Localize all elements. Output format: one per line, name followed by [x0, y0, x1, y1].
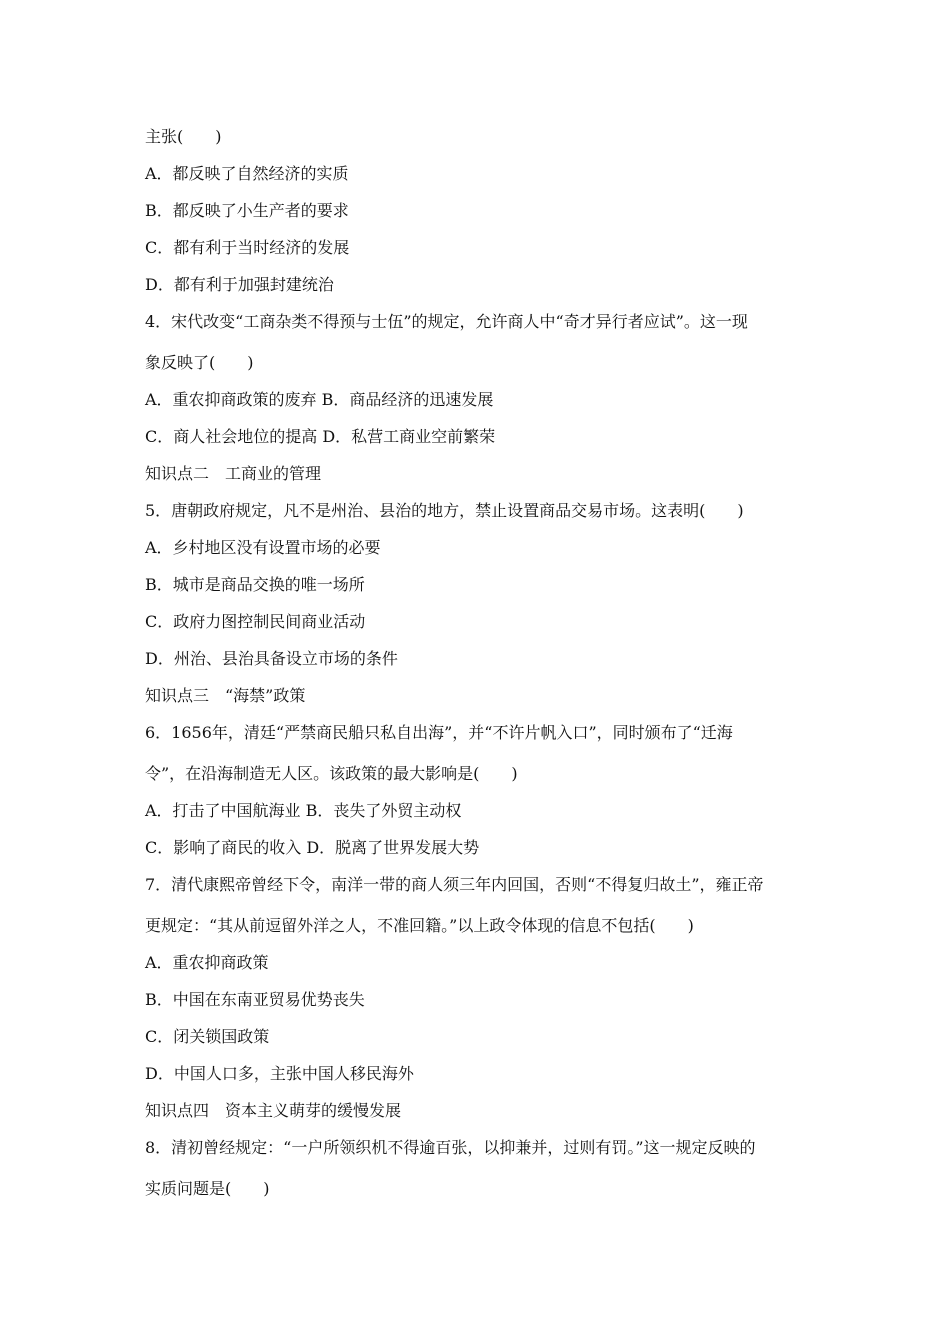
question-4-stem: 4．宋代改变“工商杂类不得预与士伍”的规定，允许商人中“奇才异行者应试”。这一现: [145, 312, 748, 331]
option-ab: A．打击了中国航海业 B．丧失了外贸主动权: [145, 801, 462, 820]
option-a: A．都反映了自然经济的实质: [145, 164, 349, 183]
question-7-stem-cont: 更规定：“其从前逗留外洋之人，不准回籍。”以上政令体现的信息不包括( ): [145, 916, 694, 935]
option-b: B．城市是商品交换的唯一场所: [145, 575, 365, 594]
option-d: D．中国人口多，主张中国人移民海外: [145, 1064, 414, 1083]
option-d: D．州治、县治具备设立市场的条件: [145, 649, 398, 668]
section-heading-4: 知识点四 资本主义萌芽的缓慢发展: [145, 1101, 402, 1120]
option-b: B．都反映了小生产者的要求: [145, 201, 349, 220]
question-6-stem-cont: 令”，在沿海制造无人区。该政策的最大影响是( ): [145, 764, 518, 783]
option-c: C．闭关锁国政策: [145, 1027, 270, 1046]
question-5-stem: 5．唐朝政府规定，凡不是州治、县治的地方，禁止设置商品交易市场。这表明( ): [145, 501, 744, 520]
question-7-stem: 7．清代康熙帝曾经下令，南洋一带的商人须三年内回国，否则“不得复归故土”，雍正帝: [145, 875, 764, 894]
option-a: A．重农抑商政策: [145, 953, 269, 972]
question-3-stem-end: 主张( ): [145, 127, 222, 146]
section-heading-3: 知识点三 “海禁”政策: [145, 686, 306, 705]
question-8-stem: 8．清初曾经规定：“一户所领织机不得逾百张，以抑兼并，过则有罚。”这一规定反映的: [145, 1138, 756, 1157]
option-ab: A．重农抑商政策的废弃 B．商品经济的迅速发展: [145, 390, 494, 409]
section-heading-2: 知识点二 工商业的管理: [145, 464, 322, 483]
question-8-stem-cont: 实质问题是( ): [145, 1179, 270, 1198]
question-6-stem: 6．1656年，清廷“严禁商民船只私自出海”，并“不许片帆入口”，同时颁布了“迁海: [145, 723, 733, 742]
option-b: B．中国在东南亚贸易优势丧失: [145, 990, 365, 1009]
option-c: C．都有利于当时经济的发展: [145, 238, 350, 257]
option-c: C．政府力图控制民间商业活动: [145, 612, 366, 631]
option-a: A．乡村地区没有设置市场的必要: [145, 538, 381, 557]
option-d: D．都有利于加强封建统治: [145, 275, 334, 294]
question-4-stem-cont: 象反映了( ): [145, 353, 254, 372]
option-cd: C．影响了商民的收入 D．脱离了世界发展大势: [145, 838, 480, 857]
option-cd: C．商人社会地位的提高 D．私营工商业空前繁荣: [145, 427, 496, 446]
